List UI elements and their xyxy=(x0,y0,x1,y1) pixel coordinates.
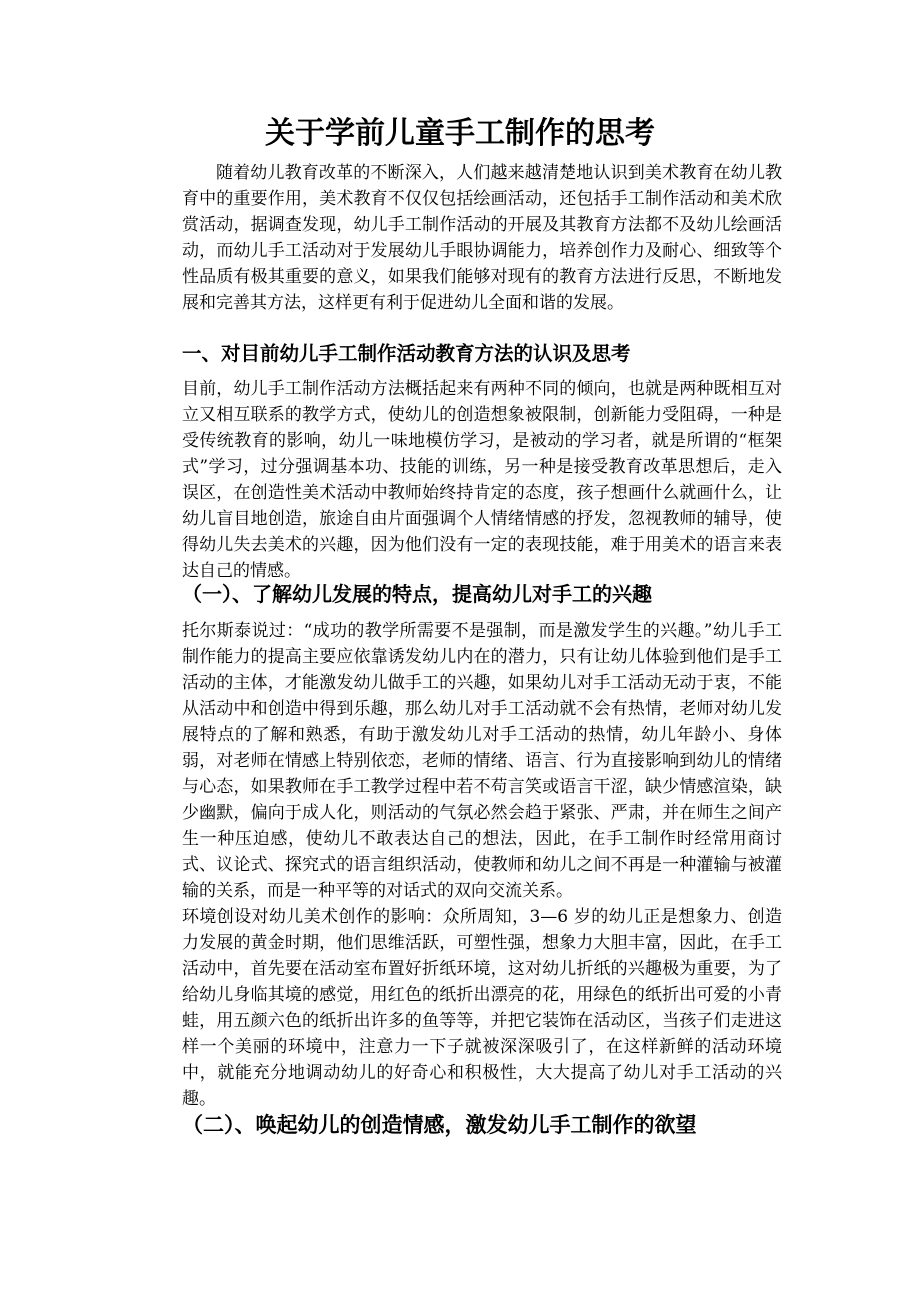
section-3-heading: （二）、唤起幼儿的创造情感，激发幼儿手工制作的欲望 xyxy=(182,1113,697,1137)
section-1-paragraph: 目前，幼儿手工制作活动方法概括起来有两种不同的倾向，也就是两种既相互对立又相互联系的教学方式，使幼儿的创造想象被限制，创新能力受阻碍，一种是受传统教育的影响，幼儿一味地模仿学习，是被动的学习者，就是所谓的“框架式”学习，过分强调基本功、技能的训练，另一种是接受教育改革思想后，走入误区，在创造性美术活动中教师始终持肯定的态度，孩子想画什么就画什么，让幼儿盲目地创造，旅途自由片面强调个人情绪情感的抒发，忽视教师的辅导，使得幼儿失去美术的兴趣，因为他们没有一定的表现技能，难于用美术的语言来表达自己的情感。 xyxy=(182,379,782,581)
section-2-heading: （一）、了解幼儿发展的特点，提高幼儿对手工的兴趣 xyxy=(182,582,652,606)
intro-block xyxy=(182,160,782,316)
intro-paragraph: 随着幼儿教育改革的不断深入，人们越来越清楚地认识到美术教育在幼儿教育中的重要作用，美术教育不仅仅包括绘画活动，还包括手工制作活动和美术欣赏活动，据调查发现，幼儿手工制作活动的开展及其教育方法都不及幼儿绘画活动，而幼儿手工活动对于发展幼儿手眼协调能力，培养创作力及耐心、细致等个性品质有极其重要的意义，如果我们能够对现有的教育方法进行反思，不断地发展和完善其方法，这样更有利于促进幼儿全面和谐的发展。 xyxy=(182,163,782,313)
section-2-paragraph-2: 环境创设对幼儿美术创作的影响：众所周知，3—6 岁的幼儿正是想象力、创造力发展的黄金时期，他们思维活跃，可塑性强，想象力大胆丰富，因此，在手工活动中，首先要在活动室布置好折纸环境，这对幼儿折纸的兴趣极为重要，为了给幼儿身临其境的感觉，用红色的纸折出漂亮的花，用绿色的纸折出可爱的小青蛙，用五颜六色的纸折出许多的鱼等等，并把它装饰在活动区，当孩子们走进这样一个美丽的环境中，注意力一下子就被深深吸引了，在这样新鲜的活动环境中，就能充分地调动幼儿的好奇心和积极性，大大提高了幼儿对手工活动的兴趣。 xyxy=(182,907,782,1109)
document-title: 关于学前儿童手工制作的思考 xyxy=(265,116,655,151)
section-1-heading: 一、对目前幼儿手工制作活动教育方法的认识及思考 xyxy=(182,342,631,365)
section-2-block xyxy=(182,618,782,1112)
section-1-block xyxy=(182,376,782,584)
section-2-paragraph-1: 托尔斯泰说过：“成功的教学所需要不是强制，而是激发学生的兴趣。”幼儿手工制作能力的提高主要应依靠诱发幼儿内在的潜力，只有让幼儿体验到他们是手工活动的主体，才能激发幼儿做手工的兴趣，如果幼儿对手工活动无动于衷，不能从活动中和创造中得到乐趣，那么幼儿对手工活动就不会有热情，老师对幼儿发展特点的了解和熟悉，有助于激发幼儿对手工活动的热情，幼儿年龄小、身体弱，对老师在情感上特别依恋，老师的情绪、语言、行为直接影响到幼儿的情绪与心态，如果教师在手工教学过程中若不苟言笑或语言干涩，缺少情感渲染，缺少幽默，偏向于成人化，则活动的气氛必然会趋于紧张、严肃，并在师生之间产生一种压迫感，使幼儿不敢表达自己的想法，因此，在手工制作时经常用商讨式、议论式、探究式的语言组织活动，使教师和幼儿之间不再是一种灌输与被灌输的关系，而是一种平等的对话式的双向交流关系。 xyxy=(182,621,782,901)
